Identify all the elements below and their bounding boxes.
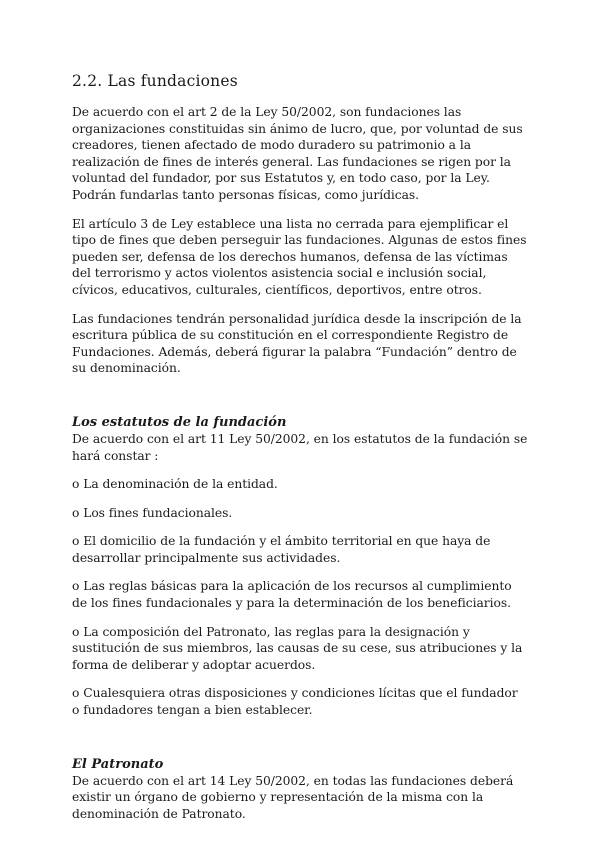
estatutos-heading: Los estatutos de la fundación bbox=[72, 414, 287, 430]
spacer bbox=[72, 731, 528, 757]
estatutos-intro: De acuerdo con el art 11 Ley 50/2002, en los estatutos de la fundación se hará constar : bbox=[72, 431, 528, 463]
estatutos-item: o La denominación de la entidad. bbox=[72, 477, 278, 492]
estatutos-item: o Los fines fundacionales. bbox=[72, 505, 233, 520]
intro-paragraph-2: El artículo 3 de Ley establece una lista no cerrada para ejemplificar el tipo de fines que deben perseguir las fundaciones. Algunas de estos fines pueden ser, defensa de los derechos humanos, defensa de las víctimas del terrorismo y actos violentos asistencia social e inclusión social, cívicos, educativos, culturales, científicos, deportivos, entre otros. bbox=[72, 216, 527, 297]
spacer bbox=[72, 389, 528, 415]
intro-paragraph-1: De acuerdo con el art 2 de la Ley 50/2002, son fundaciones las organizaciones constituidas sin ánimo de lucro, que, por voluntad de sus creadores, tienen afectado de modo duradero su patrimonio a la realización de fines de interés general. Las fundaciones se rigen por la voluntad del fundador, por sus Estatutos y, en todo caso, por la Ley. Podrán fundarlas tanto personas físicas, como jurídicas. bbox=[72, 105, 523, 202]
estatutos-item: o Cualesquiera otras disposiciones y condiciones lícitas que el fundador o fundadores tengan a bien establecer. bbox=[72, 686, 518, 718]
estatutos-item: o La composición del Patronato, las reglas para la designación y sustitución de sus miembros, las causas de su cese, sus atribuciones y la forma de deliberar y adoptar acuerdos. bbox=[72, 624, 523, 672]
section-title: 2.2. Las fundaciones bbox=[72, 72, 238, 90]
estatutos-item: o Las reglas básicas para la aplicación de los recursos al cumplimiento de los fines fundacionales y para la determinación de los beneficiarios. bbox=[72, 579, 512, 611]
patronato-intro: De acuerdo con el art 14 Ley 50/2002, en todas las fundaciones deberá existir un órgano de gobierno y representación de la misma con la denominación de Patronato. bbox=[72, 773, 514, 821]
patronato-heading: El Patronato bbox=[72, 756, 164, 772]
intro-paragraph-3: Las fundaciones tendrán personalidad jurídica desde la inscripción de la escritura pública de su constitución en el correspondiente Registro de Fundaciones. Además, deberá figurar la palabra “Fundación” dentro de su denominación. bbox=[72, 311, 522, 376]
estatutos-item: o El domicilio de la fundación y el ámbito territorial en que haya de desarrollar principalmente sus actividades. bbox=[72, 534, 491, 565]
